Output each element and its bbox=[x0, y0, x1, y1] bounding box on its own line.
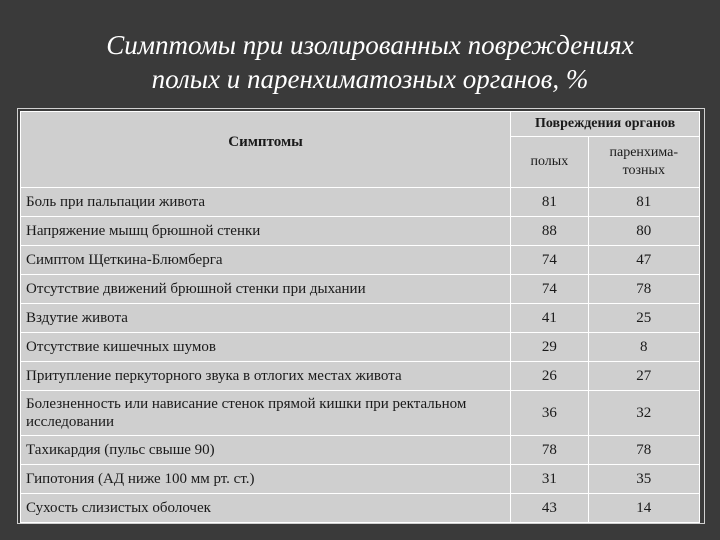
table-row bbox=[21, 333, 700, 362]
hollow-value: 29 bbox=[511, 333, 588, 362]
parenchymal-value: 25 bbox=[588, 304, 699, 333]
symptom-cell: Болезненность или нависание стенок прямой кишки при ректальном исследовании bbox=[21, 391, 511, 436]
hollow-value: 43 bbox=[511, 494, 588, 523]
header-hollow: полых bbox=[511, 137, 588, 188]
parenchymal-value: 8 bbox=[588, 333, 699, 362]
hollow-value: 88 bbox=[511, 217, 588, 246]
symptom-cell: Напряжение мышц брюшной стенки bbox=[21, 217, 511, 246]
table-row bbox=[21, 275, 700, 304]
header-symptoms: Симптомы bbox=[21, 112, 511, 188]
hollow-value: 26 bbox=[511, 362, 588, 391]
hollow-value: 41 bbox=[511, 304, 588, 333]
symptom-cell: Вздутие живота bbox=[21, 304, 511, 333]
slide-title bbox=[40, 28, 700, 96]
header-parenchymal-line-1: паренхима- bbox=[609, 145, 679, 160]
table-row bbox=[21, 304, 700, 333]
table-row bbox=[21, 465, 700, 494]
hollow-value: 74 bbox=[511, 275, 588, 304]
hollow-value: 74 bbox=[511, 246, 588, 275]
parenchymal-value: 80 bbox=[588, 217, 699, 246]
symptom-cell: Тахикардия (пульс свыше 90) bbox=[21, 436, 511, 465]
parenchymal-value: 35 bbox=[588, 465, 699, 494]
symptoms-table bbox=[20, 111, 700, 523]
header-parenchymal bbox=[588, 137, 699, 188]
symptom-cell: Гипотония (АД ниже 100 мм рт. ст.) bbox=[21, 465, 511, 494]
title-line-2: полых и паренхиматозных органов, % bbox=[151, 64, 589, 94]
table-row bbox=[21, 436, 700, 465]
table-row bbox=[21, 494, 700, 523]
hollow-value: 31 bbox=[511, 465, 588, 494]
symptom-cell: Боль при пальпации живота bbox=[21, 188, 511, 217]
table-row bbox=[21, 362, 700, 391]
header-parenchymal-line-2: тозных bbox=[622, 163, 665, 178]
table-row bbox=[21, 217, 700, 246]
header-organ-injuries: Повреждения органов bbox=[511, 112, 700, 137]
title-line-1: Симптомы при изолированных повреждениях bbox=[106, 30, 634, 60]
parenchymal-value: 27 bbox=[588, 362, 699, 391]
parenchymal-value: 14 bbox=[588, 494, 699, 523]
symptom-cell: Симптом Щеткина-Блюмберга bbox=[21, 246, 511, 275]
symptom-cell: Отсутствие движений брюшной стенки при дыхании bbox=[21, 275, 511, 304]
symptom-cell: Притупление перкуторного звука в отлогих местах живота bbox=[21, 362, 511, 391]
parenchymal-value: 47 bbox=[588, 246, 699, 275]
hollow-value: 81 bbox=[511, 188, 588, 217]
parenchymal-value: 78 bbox=[588, 275, 699, 304]
symptom-cell: Сухость слизистых оболочек bbox=[21, 494, 511, 523]
symptom-cell: Отсутствие кишечных шумов bbox=[21, 333, 511, 362]
table-row bbox=[21, 188, 700, 217]
table-row bbox=[21, 246, 700, 275]
parenchymal-value: 32 bbox=[588, 391, 699, 436]
parenchymal-value: 78 bbox=[588, 436, 699, 465]
hollow-value: 78 bbox=[511, 436, 588, 465]
table-row bbox=[21, 391, 700, 436]
hollow-value: 36 bbox=[511, 391, 588, 436]
parenchymal-value: 81 bbox=[588, 188, 699, 217]
